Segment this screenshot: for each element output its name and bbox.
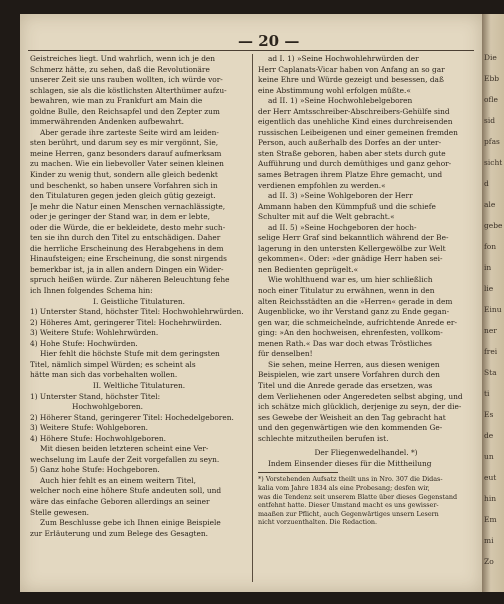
footnote-line: nicht vorzuenthalten. Die Redaction. [258,518,378,527]
text-line: Hier fehlt die höchste Stufe mit dem geringsten [40,349,220,359]
text-line: eigentlich das unehliche Kind eines durchreisenden [258,117,453,127]
text-line: ad II. 1) »Seine Hochwohlebelgeboren [268,96,413,106]
text-line: die herrliche Erscheinung des Herabgehens in dem [30,243,224,253]
footnote-line: maaßen zur Pflicht, auch Gegenwärtiges unsern Lesern [258,509,439,518]
book-page [20,14,482,592]
text-line: gekommen«. Oder: »der gnädige Herr haben sei- [258,254,443,264]
list-item: 4) Höhere Stufe: Hochwohlgeboren. [30,433,166,443]
list-item: Hochwohlgeboren. [72,402,143,412]
text-line: sames Betragen ihrem Platze Ehre gemacht, und [258,170,443,180]
list-item: 3) Weitere Stufe: Wohlehrwürden. [30,328,159,338]
text-line: noch einer Titulatur zu erwähnen, wenn in den [258,286,435,296]
footnote-line: entfehnt hatte. Dieser Umstand macht es uns gewisser- [258,501,439,510]
text-line: verdienen empfohlen zu werden.« [258,180,386,190]
text-line: dem Verliehenen oder Angeredeten selbst abging, und [258,391,463,401]
edge-word: frei [484,347,498,356]
text-line: Beispielen, wie zart unsere Vorfahren durch den [258,370,440,380]
text-line: Mit diesen beiden letzteren scheint eine Ver- [40,444,209,454]
text-line: ad II. 3) »Seine Wohlgeboren der Herr [268,191,413,201]
list-item: 4) Hohe Stufe: Hochwürden. [30,338,138,348]
text-line: hätte man sich das vorbehalten wollen. [30,370,178,380]
edge-word: eut [484,473,497,482]
text-line: Aufführung und durch demüthiges und ganz gehor- [258,159,452,169]
text-line: Zum Beschlusse gebe ich Ihnen einige Beispiele [40,518,221,528]
text-line: Aber gerade ihre zarteste Seite wird am leiden- [40,127,219,137]
text-line: Geistreiches liegt. Und wahrlich, wenn ich je den [30,54,216,63]
section-heading: II. Weltliche Titulaturen. [92,380,186,390]
text-line: lagerung in den untersten Kellergewölbe zur Welt [258,243,446,253]
text-line: goldne Bulle, den Reichsapfel und den Zepter zum [30,106,220,116]
text-line: nen Bedienten geprügelt.« [258,264,359,274]
list-item: 1) Unterster Stand, höchster Titel: Hochwohlehrwürden. [30,307,244,317]
edge-word: d [484,179,489,188]
text-line: Auch hier fehlt es an einem weitern Titel, [40,475,196,485]
text-line: bewahren, wie man zu Frankfurt am Main die [30,96,203,106]
page-number: — 20 — [238,32,300,50]
text-line: sten berührt, und darum sey es mir vergönnt, Sie, [30,138,219,148]
text-line: immerwährenden Andenken aufbewahrt. [30,117,184,127]
text-line: Sie sehen, meine Herren, aus diesen wenigen [268,359,440,369]
column-divider [252,54,253,582]
footnote-line: *) Vorstehenden Aufsatz theilt uns in Nro. 307 die Didas- [258,475,443,484]
text-line: 5) Ganz hohe Stufe: Hochgeboren. [30,465,160,475]
edge-word: de [484,431,494,440]
text-line: und den gegenwärtigen wie den kommenden Ge- [258,423,443,433]
text-line: der Herr Amtsschreiber-Abschreibers-Gehülfe sind [258,106,450,116]
text-line: Stelle gewesen. [30,507,89,517]
edge-word: Einu [484,305,502,314]
text-line: schlagen, sie als die köstlichsten Alterthümer aufzu- [30,85,227,95]
edge-word: Es [484,410,494,419]
list-item: 2) Höheres Amt, geringerer Titel: Hochehrwürden. [30,317,222,327]
edge-word: Sta [484,368,497,377]
edge-word: mi [484,536,494,545]
text-line: und beschenkt, so haben unsere Vorfahren sich in [30,180,218,190]
text-line: meine Herren, ganz besonders darauf aufmerksam [30,148,222,158]
edge-word: pfas [484,137,500,146]
text-line: für denselben! [258,349,313,359]
text-line: Kinder zu wenig thut, sondern alle gleich bedenkt [30,170,218,180]
text-line: russischen Leibeigenen und einer gemeinen fremden [258,127,458,137]
text-line: zu machen. Wie ein liebevoller Vater seinen kleinen [30,159,224,169]
text-line: Person, auch außerhalb des Dorfes an der unter- [258,138,442,148]
text-line: Hinaufsteigen; eine Erscheinung, die sonst nirgends [30,254,227,264]
text-line: oder je geringer der Stand war, in dem er lebte, [30,212,210,222]
text-line: Augenblicke, wo ihr Verstand ganz zu Ende gegan- [258,307,450,317]
text-line: wäre das einfache Geboren allerdings an seiner [30,496,210,506]
edge-word: Zo [484,557,494,566]
text-line: schlechte mitzutheilen berufen ist. [258,433,389,443]
text-line: selige Herr Graf sind bekanntlich während der Be- [258,233,449,243]
footnote-line: was die Tendenz seit unserem Blatte über dieses Gegenstand [258,492,458,501]
text-line: Titel, nämlich simpel Würden; es scheint als [30,359,196,369]
text-line: unserer Zeit sie uns rauben wollten, ich würde vor- [30,75,223,85]
edge-word: Die [484,53,497,62]
text-line: gen war, die schmeichelnde, aufrichtende Anrede er- [258,317,457,327]
edge-word: Em [484,515,497,524]
left-column [30,54,248,539]
edge-word: gebe [484,221,503,230]
edge-word: un [484,452,494,461]
text-line: Schmerz hätte, zu sehen, daß die Revolutionäre [30,64,210,74]
list-item: 2) Höherer Stand, geringerer Titel: Hochedelgeboren. [30,412,234,422]
text-line: ad I. 1) »Seine Hochwohlehrwürden der [268,54,419,63]
edge-word: hin [484,494,497,503]
text-line: menen Rath.« Das war doch etwas Tröstliches [258,338,432,348]
text-line: ad II. 5) »Seine Hochgeboren der hoch- [268,222,417,232]
text-line: eine Abstimmung wohl erfolgen müßte.« [258,85,411,95]
list-item: 3) Weitere Stufe: Wohlgeboren. [30,423,148,433]
edge-word: ale [484,200,496,209]
list-item: 1) Unterster Stand, höchster Titel: [30,391,161,401]
text-line: ging: »An den hochweisen, ehrenfesten, vollkom- [258,328,443,338]
article-title: Der Fliegenwedelhandel. *) [314,448,418,458]
text-line: Herr Caplanats-Vicar haben von Anfang an so gar [258,64,445,74]
text-line: Wie wohlthuend war es, um hier schließlich [268,275,433,285]
edge-word: fon [484,242,497,251]
text-line: ten sie ihn durch den Titel zu entschädigen. Daher [30,233,221,243]
footnote-line: kalia vom Jahre 1834 als eine Probesang; desfen wir, [258,483,430,492]
edge-word: ofle [484,95,498,104]
footnote-rule [258,472,338,473]
section-heading: I. Geistliche Titulaturen. [93,296,185,306]
text-line: Schulter mit auf die Welt gebracht.« [258,212,395,222]
text-line: Ammann haben den Kümmpfuß und die schiefe [258,201,436,211]
edge-word: Ebb [484,74,500,83]
edge-word: ner [484,326,497,335]
text-line: wechselung im Laufe der Zeit vorgefallen zu seyn. [30,454,220,464]
text-line: zur Erläuterung und zum Belege des Gesagten. [30,528,208,538]
header-rule [28,50,474,51]
text-line: ich schätze mich glücklich, derjenige zu seyn, der die- [258,402,462,412]
edge-word: sicht [484,158,503,167]
text-line: Indem Einsender dieses für die Mittheilung [268,458,432,468]
edge-word: sid [484,116,496,125]
text-line: oder die Würde, die er bekleidete, desto mehr such- [30,222,226,232]
text-line: sten Straße geboren, haben aber stets durch gute [258,148,446,158]
text-line: keine Ehre und Würde gezeigt und besessen, daß [258,75,444,85]
text-line: welcher noch eine höhere Stufe andeuten soll, und [30,486,222,496]
adjacent-page-edge [482,14,504,592]
text-line: spruch heißen würde. Zur näheren Beleuchtung fehe [30,275,230,285]
edge-word: ti [484,389,490,398]
right-column [258,54,474,527]
text-line: alten Reichsstädten an die »Herren« gerade in dem [258,296,453,306]
text-line: Je mehr die Natur einen Menschen vernachlässigte, [30,201,226,211]
text-line: den Titulaturen gegen jeden gleich gütig gezeigt. [30,191,216,201]
text-line: ich Ihnen folgendes Schema hin: [30,286,153,296]
edge-word: lie [484,284,494,293]
edge-word: in [484,263,492,272]
text-line: ses Gewebe der Weisheit an den Tag gebracht hat [258,412,446,422]
text-line: bemerkbar ist, ja in allen andern Dingen ein Wider- [30,264,224,274]
text-line: Titel und die Anrede gerade das ersetzen, was [258,380,433,390]
